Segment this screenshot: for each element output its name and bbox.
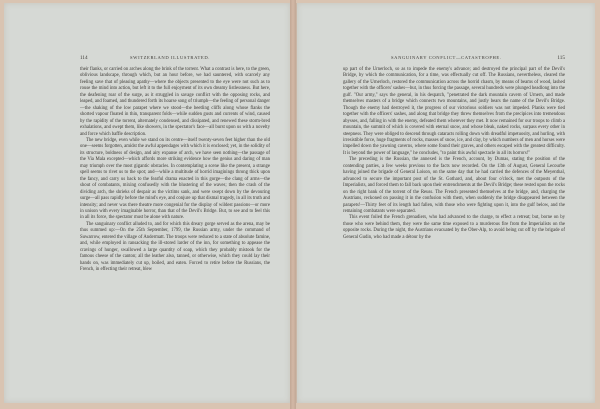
left-running-head — [80, 55, 270, 63]
left-page-number: 114 — [80, 55, 88, 61]
right-running-head — [343, 55, 565, 63]
paragraph: The preceding is the Russian, the annexed is the French, account, by Dumas, stating the position of the contending parties, a few weeks previous to the facts now recorded. On the 13th of August, General Lecourbe having joined the brigade of General Loison, on the same day that he had carried the defences of the Meyenthal, advanced to secure the important post of the St. Gothard, and, about four o'clock, met the outposts of the Imperialists, and forced them to fall back upon their entrenchments at the Devil's Bridge; these rested upon the rocks on the right bank of the torrent of the Reuss. The French presented themselves at the bridge, and, charging the Austrians, reckoned on passing it in the confusion with them, when suddenly the bridge disappeared between the parapets!—Thirty feet of its length had fallen, with those who were fighting upon it, into the gulf below, and the remaining combatants were separated. — [343, 157, 565, 214]
paragraph: up part of the Urnerloch, so as to impede the enemy's advance; and destroyed the principal part of the Devil's Bridge, by which the communication, for a time, was effectually cut off. The Russians, nevertheless, cleared the gallery of the Urnerloch, restored the communication across the horrid chasm, by means of beams of wood, lashed together with the officers' sashes—but, in thus forcing the passage, several hundreds were plunged headlong into the gulf. "Our army," says the general, in his despatch, "penetrated the dark mountain cavern of Urnern, and made themselves masters of a bridge which connects two mountains, and justly bears the name of the Devil's Bridge. Though the enemy had destroyed it, the progress of our victorious soldiers was not impeded. Planks were tied together with the officers' sashes, and along that bridge they threw themselves from the precipices into tremendous abysses, and, falling in with the enemy, defeated them wherever they met. It now remained for our troops to climb a mountain, the summit of which is covered with eternal snow, and whose bleak, naked rocks, surpass every other in steepness. They were obliged to descend through cataracts rolling down with dreadful impetuosity, and hurling, with irresistible force, huge fragments of rocks, masses of snow, ice, and clay, by which numbers of men and horses were impelled down the yawning caverns, where some found their graves, and others escaped with the greatest difficulty. It is beyond the power of language," he concludes, "to paint this awful spectacle in all its horrors!" — [343, 67, 565, 156]
right-page — [296, 3, 595, 403]
right-running-title: SANGUINARY CONFLICT—CATASTROPHE. — [391, 55, 502, 60]
left-running-title: SWITZERLAND ILLUSTRATED. — [130, 55, 210, 60]
paragraph: The sanguinary conflict alluded to, and for which this dreary gorge served as the arena, may be thus summed up:—On the 25th September, 1799, the Russian army, under the command of Suwarrow, entered the village of Andermatt. The troops were reduced to a state of absolute famine, and, while employed in ransacking the ill-stored larder of the inn, for something to appease the cravings of hunger, swallowed a large quantity of soap, which they probably mistook for the famous cheese of the canton; all the leather also, tanned, or otherwise, which they could lay their hands on, was immediately cut up, boiled, and eaten. Forced to retire before the Russians, the French, in effecting their retreat, blew — [80, 221, 270, 273]
left-body-text — [80, 67, 270, 274]
paragraph: This event foiled the French grenadiers, who had advanced to the charge, to effect a retreat; but, borne on by those who were behind them, they were the same time exposed to a murderous fire from the Imperialists on the opposite rocks. During the night, the Austrians evacuated by the Ober-Alp, to avoid being cut off by the brigade of General Gudin, who had made a détour by the — [343, 215, 565, 240]
paragraph: their flanks, or carried on arches along the brink of the torrent. What a contrast is here, to the green, oblivious landscape, through which, but an hour before, we had sauntered, with scarcely any feeling save that of pleasing apathy—where the objects presented to the eye were not such as to rouse the mind into action, but left it to the full enjoyment of its own dreamy listlessness. But here, the deafening roar of the surge, as it struggled in savage conflict with the opposing rocks, and leaped, and foamed, and thundered forth its hoarse song of triumph—the feeling of personal danger—the shaking of the low parapet where we stood—the beetling cliffs along whose flanks the shorted vapour floated in thin, transparent folds—while sudden gusts and currents of wind, caused by the rapidity of the torrent, alternately condensed, and dissipated, and renewed these storm-bred exhalations, and swept them, like showers, in the spectator's face—all burst upon us with a novelty and force which baffle description. — [80, 67, 270, 137]
paragraph: The new bridge, even while we stand on its centre—itself twenty-seven feet higher than the old one—seems forgotten, amidst the awful appendages with which it is enclosed; yet, in the solidity of its structure, boldness of design, and airy expanse of arch, we have seen nothing—the passage of the Via Mala excepted—which affords more striking evidence how the genius and daring of man may triumph over the most gigantic obstacles. In contemplating a scene like the present, a strange spell seems to rivet us to the spot; and—while a multitude of horrid imaginings throng thick upon the fancy, and carry us back to the fearful drama enacted in this gorge—the clang of arms—the shout of combatants, mixing confusedly with the blustering of the waves; then the crash of the dividing arch, the shrieks of despair as the victims sank, and were swept down by the devouring surge—all pass rapidly before the mind's eye, and conjure up that dismal tragedy, in all its truth and intensity; and never was there theatre more congenial for the display of wildest passions—or more in unison with every imaginable horror, than that of the Devil's Bridge. But, to see and to feel this in all its force, the spectator must be alone with nature. — [80, 137, 270, 221]
left-page — [4, 3, 291, 403]
right-body-text — [343, 67, 565, 241]
right-page-number: 115 — [557, 55, 565, 61]
